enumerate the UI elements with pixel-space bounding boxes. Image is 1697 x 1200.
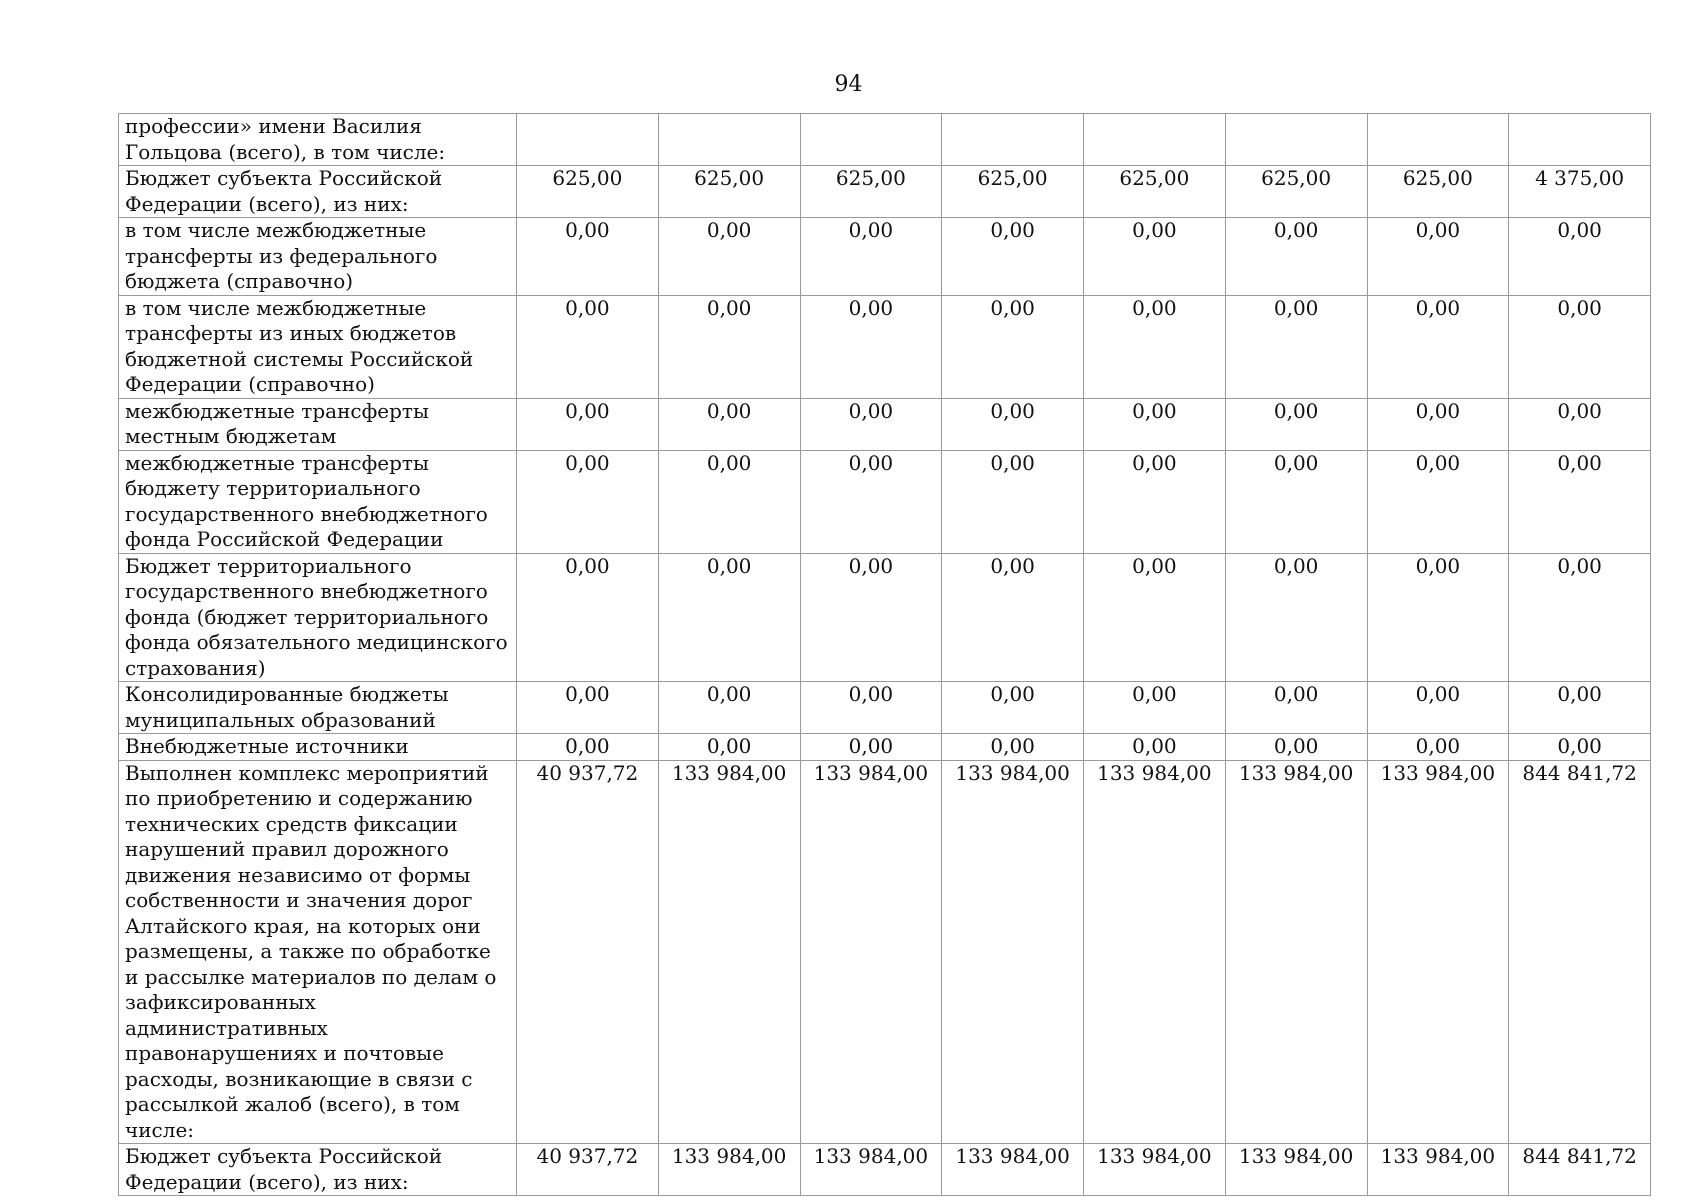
row-label: в том числе межбюджетные трансферты из иных бюджетов бюджетной системы Российской Федерации (справочно): [119, 295, 517, 398]
row-label: Бюджет территориального государственного внебюджетного фонда (бюджет территориального фонда обязательного медицинского страхования): [119, 553, 517, 682]
value-cell: 0,00: [1367, 450, 1509, 553]
value-cell: 844 841,72: [1509, 1144, 1651, 1196]
value-cell: [658, 114, 800, 166]
value-cell: [1084, 114, 1226, 166]
budget-table-body: [119, 114, 1651, 1196]
value-cell: 0,00: [1225, 450, 1367, 553]
value-cell: 0,00: [517, 734, 659, 761]
value-cell: 0,00: [517, 682, 659, 734]
value-cell: 0,00: [517, 218, 659, 296]
value-cell: 0,00: [1225, 295, 1367, 398]
value-cell: 0,00: [658, 398, 800, 450]
value-cell: 133 984,00: [800, 760, 942, 1144]
value-cell: 0,00: [1225, 553, 1367, 682]
value-cell: 0,00: [658, 218, 800, 296]
value-cell: 0,00: [517, 295, 659, 398]
value-cell: 0,00: [1367, 734, 1509, 761]
value-cell: 4 375,00: [1509, 166, 1651, 218]
value-cell: 0,00: [658, 450, 800, 553]
table-row: [119, 553, 1651, 682]
value-cell: 0,00: [942, 682, 1084, 734]
value-cell: 625,00: [1367, 166, 1509, 218]
value-cell: 625,00: [517, 166, 659, 218]
value-cell: 0,00: [1084, 734, 1226, 761]
page-number: 94: [834, 72, 863, 97]
value-cell: 0,00: [800, 398, 942, 450]
row-label: Бюджет субъекта Российской Федерации (всего), из них:: [119, 1144, 517, 1196]
value-cell: 625,00: [1225, 166, 1367, 218]
value-cell: 133 984,00: [1084, 1144, 1226, 1196]
value-cell: 0,00: [1367, 295, 1509, 398]
value-cell: 0,00: [800, 218, 942, 296]
table-row: [119, 295, 1651, 398]
value-cell: 0,00: [1509, 218, 1651, 296]
table-row: [119, 682, 1651, 734]
value-cell: 133 984,00: [1084, 760, 1226, 1144]
value-cell: 844 841,72: [1509, 760, 1651, 1144]
value-cell: 0,00: [658, 553, 800, 682]
value-cell: 0,00: [1367, 553, 1509, 682]
row-label: межбюджетные трансферты бюджету территориального государственного внебюджетного фонда Российской Федерации: [119, 450, 517, 553]
value-cell: 0,00: [1509, 450, 1651, 553]
table-row: [119, 166, 1651, 218]
value-cell: 133 984,00: [1367, 760, 1509, 1144]
value-cell: 625,00: [800, 166, 942, 218]
row-label: Консолидированные бюджеты муниципальных образований: [119, 682, 517, 734]
table-row: [119, 450, 1651, 553]
value-cell: [1225, 114, 1367, 166]
value-cell: 0,00: [517, 398, 659, 450]
row-label: межбюджетные трансферты местным бюджетам: [119, 398, 517, 450]
value-cell: 0,00: [1084, 398, 1226, 450]
value-cell: 0,00: [658, 682, 800, 734]
value-cell: 0,00: [1084, 682, 1226, 734]
value-cell: 0,00: [1225, 398, 1367, 450]
value-cell: 40 937,72: [517, 1144, 659, 1196]
table-row: [119, 398, 1651, 450]
value-cell: 0,00: [1084, 450, 1226, 553]
value-cell: 0,00: [1225, 734, 1367, 761]
table-row: [119, 218, 1651, 296]
value-cell: 0,00: [800, 295, 942, 398]
value-cell: 0,00: [1509, 734, 1651, 761]
value-cell: [1509, 114, 1651, 166]
value-cell: 0,00: [942, 450, 1084, 553]
value-cell: 0,00: [1509, 682, 1651, 734]
value-cell: 133 984,00: [942, 760, 1084, 1144]
value-cell: 0,00: [1367, 682, 1509, 734]
table-row: [119, 114, 1651, 166]
value-cell: 0,00: [1084, 218, 1226, 296]
value-cell: 0,00: [942, 553, 1084, 682]
value-cell: 0,00: [1084, 553, 1226, 682]
value-cell: 40 937,72: [517, 760, 659, 1144]
value-cell: 133 984,00: [658, 1144, 800, 1196]
row-label: Внебюджетные источники: [119, 734, 517, 761]
value-cell: 0,00: [1509, 295, 1651, 398]
value-cell: [942, 114, 1084, 166]
value-cell: 0,00: [942, 295, 1084, 398]
value-cell: 0,00: [800, 450, 942, 553]
value-cell: 0,00: [1084, 295, 1226, 398]
value-cell: 0,00: [517, 450, 659, 553]
value-cell: 0,00: [942, 734, 1084, 761]
value-cell: 0,00: [517, 553, 659, 682]
value-cell: 0,00: [1367, 218, 1509, 296]
value-cell: 0,00: [1367, 398, 1509, 450]
table-row: [119, 734, 1651, 761]
value-cell: 0,00: [800, 682, 942, 734]
value-cell: 625,00: [1084, 166, 1226, 218]
value-cell: 625,00: [658, 166, 800, 218]
row-label: Бюджет субъекта Российской Федерации (всего), из них:: [119, 166, 517, 218]
value-cell: [517, 114, 659, 166]
value-cell: [1367, 114, 1509, 166]
value-cell: 133 984,00: [800, 1144, 942, 1196]
value-cell: 0,00: [658, 734, 800, 761]
value-cell: 133 984,00: [1225, 760, 1367, 1144]
value-cell: 133 984,00: [658, 760, 800, 1144]
value-cell: 0,00: [800, 734, 942, 761]
value-cell: 0,00: [942, 218, 1084, 296]
value-cell: 625,00: [942, 166, 1084, 218]
table-row: [119, 1144, 1651, 1196]
value-cell: 0,00: [800, 553, 942, 682]
budget-table: [118, 113, 1651, 1196]
row-label: Выполнен комплекс мероприятий по приобретению и содержанию технических средств фиксации нарушений правил дорожного движения независимо от формы собственности и значения дорог Алтайского края, на которых они размещены, а также по обработке и рассылке материалов по делам о зафиксированных административных правонарушениях и почтовые расходы, возникающие в связи с рассылкой жалоб (всего), в том числе:: [119, 760, 517, 1144]
value-cell: 0,00: [1509, 553, 1651, 682]
value-cell: [800, 114, 942, 166]
value-cell: 0,00: [1509, 398, 1651, 450]
table-row: [119, 760, 1651, 1144]
value-cell: 133 984,00: [1225, 1144, 1367, 1196]
row-label: в том числе межбюджетные трансферты из федерального бюджета (справочно): [119, 218, 517, 296]
value-cell: 133 984,00: [942, 1144, 1084, 1196]
value-cell: 0,00: [1225, 682, 1367, 734]
value-cell: 0,00: [1225, 218, 1367, 296]
value-cell: 0,00: [658, 295, 800, 398]
value-cell: 0,00: [942, 398, 1084, 450]
value-cell: 133 984,00: [1367, 1144, 1509, 1196]
row-label: профессии» имени Василия Гольцова (всего), в том числе:: [119, 114, 517, 166]
